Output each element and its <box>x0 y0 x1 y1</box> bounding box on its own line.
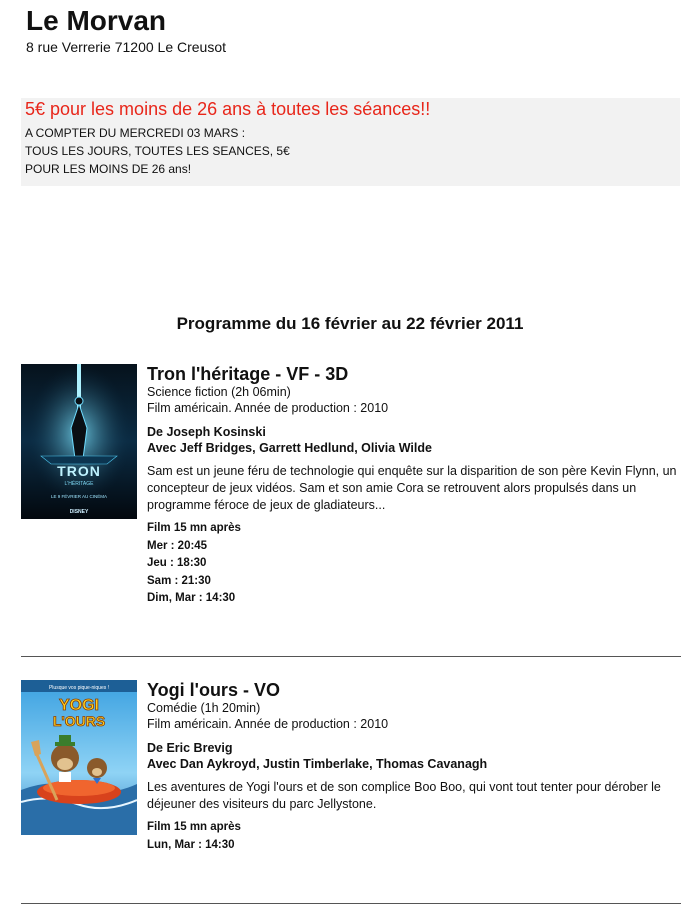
film-production: Film américain. Année de production : 2010 <box>147 401 389 415</box>
film-note: Film 15 mn après <box>147 821 241 833</box>
promo-line-3: POUR LES MOINS DE 26 ans! <box>25 162 192 176</box>
showtime: Sam : 21:30 <box>147 574 211 587</box>
film-poster-yogi[interactable] <box>21 680 137 835</box>
film-title[interactable]: Yogi l'ours - VO <box>147 680 280 700</box>
film-synopsis: Les aventures de Yogi l'ours et de son complice Boo Boo, qui vont tout tenter pour dérober le déjeuner des visiteurs du parc Jellystone. <box>147 780 661 811</box>
tron-logo: TRON <box>57 463 101 479</box>
film-info-yogi <box>147 680 681 854</box>
film-synopsis: Sam est un jeune féru de technologie qui enquête sur la disparition de son père Kevin Flynn, un concepteur de jeux vidéos. Sam et son amie Cora se retrouvent alors propulsés dans un programme féroce de jeux de gladiateurs... <box>147 464 677 512</box>
yogi-top-text: Plusque vos pique-niques ! <box>48 685 110 691</box>
film-card-tron <box>21 364 681 624</box>
cinema-address: 8 rue Verrerie 71200 Le Creusot <box>26 39 227 55</box>
film-cast: Avec Dan Aykroyd, Justin Timberlake, Thomas Cavanagh <box>147 757 488 771</box>
film-genre: Science fiction (2h 06min) <box>147 385 291 399</box>
showtime: Dim, Mar : 14:30 <box>147 592 236 604</box>
tron-tagline: L'HÉRITAGE <box>64 481 94 487</box>
film-poster-tron[interactable] <box>21 364 137 519</box>
program-title: Programme du 16 février au 22 février 2011 <box>176 314 524 333</box>
promo-box <box>21 98 680 186</box>
cinema-name: Le Morvan <box>26 5 167 36</box>
film-production: Film américain. Année de production : 2010 <box>147 717 389 731</box>
promo-line-1: A COMPTER DU MERCREDI 03 MARS : <box>25 126 246 140</box>
showtime: Mer : 20:45 <box>147 539 208 552</box>
film-sessions <box>147 819 681 854</box>
film-sessions <box>147 520 681 608</box>
tron-studio: DISNEY <box>69 509 89 515</box>
yogi-logo-2: L'OURS <box>52 713 106 729</box>
film-genre: Comédie (1h 20min) <box>147 701 261 715</box>
showtime: Lun, Mar : 14:30 <box>147 838 235 851</box>
promo-line-2: TOUS LES JOURS, TOUTES LES SEANCES, 5€ <box>25 144 290 158</box>
yogi-logo-1: YOGI <box>58 697 100 714</box>
divider <box>21 656 681 657</box>
film-card-yogi <box>21 680 681 860</box>
divider <box>21 903 681 904</box>
showtime: Jeu : 18:30 <box>147 557 207 569</box>
film-note: Film 15 mn après <box>147 522 241 534</box>
promo-headline: 5€ pour les moins de 26 ans à toutes les séances!! <box>25 99 431 119</box>
film-info-tron <box>147 364 681 608</box>
film-director: De Joseph Kosinski <box>147 425 266 439</box>
tron-release: LE 9 FÉVRIER AU CINÉMA <box>50 494 108 499</box>
film-title[interactable]: Tron l'héritage - VF - 3D <box>147 364 349 384</box>
film-cast: Avec Jeff Bridges, Garrett Hedlund, Olivia Wilde <box>147 441 432 455</box>
film-director: De Eric Brevig <box>147 741 233 755</box>
